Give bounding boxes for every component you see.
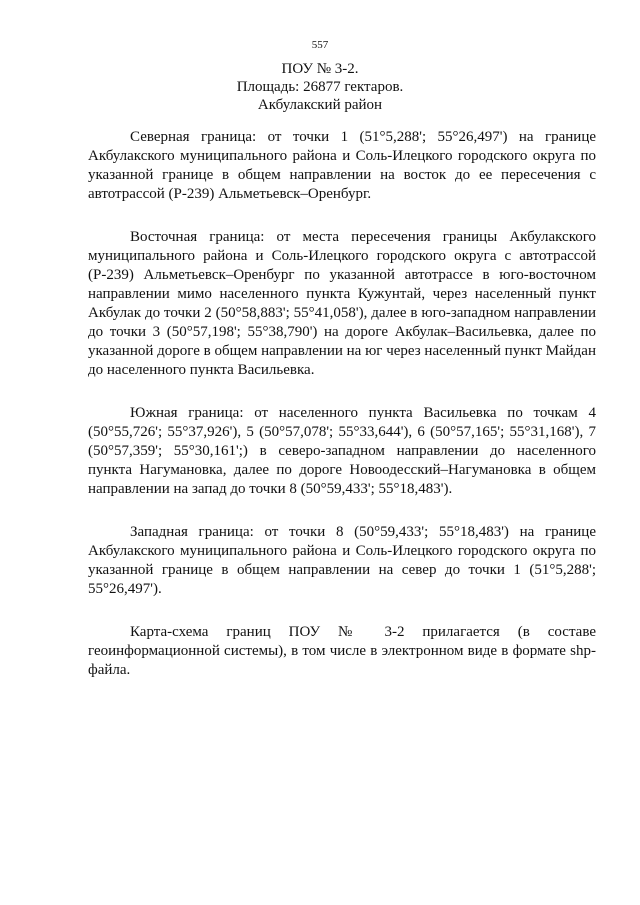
paragraph-west-boundary: Западная граница: от точки 8 (50°59,433'; 55°18,483') на границе Акбулакского муниципального района и Соль-Илецкого городского округа по указанной границе в общем направлении на север до точки 1 (51°5,288'; 55°26,497'). xyxy=(88,524,596,597)
paragraph-north-boundary: Северная граница: от точки 1 (51°5,288'; 55°26,497') на границе Акбулакского муниципального района и Соль-Илецкого городского округа по указанной границе в общем направлении на восток до ее пересечения с автотрассой (Р-239) Альметьевск–Оренбург. xyxy=(88,129,596,202)
heading-district: Акбулакский район xyxy=(257,97,383,113)
paragraph-east-boundary: Восточная граница: от места пересечения границы Акбулакского муниципального района и Соль-Илецкого городского округа с автотрассой (Р-239) Альметьевск–Оренбург по указанной автотрассе в юго-восточном направлении мимо населенного пункта Кужунтай, через населенный пункт Акбулак до точки 2 (50°58,883'; 55°41,058'), далее в юго-западном направлении до точки 3 (50°57,198'; 55°38,790') на дороге Акбулак–Васильевка, далее по указанной дороге в общем направлении на юг через населенный пункт Майдан до населенного пункта Васильевка. xyxy=(88,229,596,378)
paragraph-south-boundary: Южная граница: от населенного пункта Васильевка по точкам 4 (50°55,726'; 55°37,926'), 5 (50°57,078'; 55°33,644'), 6 (50°57,165'; 55°31,168'), 7 (50°57,359'; 55°30,161';) в северо-западном направлении до населенного пункта Нагумановка, далее по дороге Новоодесский–Нагумановка в общем направлении на запад до точки 8 (50°59,433'; 55°18,483'). xyxy=(88,405,596,497)
paragraph-map-note: Карта-схема границ ПОУ № 3-2 прилагается (в составе геоинформационной системы), в том числе в электронном виде в формате shp-файла. xyxy=(88,624,596,678)
heading-area: Площадь: 26877 гектаров. xyxy=(236,79,404,95)
document-heading xyxy=(0,60,640,114)
heading-title: ПОУ № 3-2. xyxy=(281,61,359,77)
document-body xyxy=(88,128,596,680)
page-number: 557 xyxy=(311,39,329,51)
